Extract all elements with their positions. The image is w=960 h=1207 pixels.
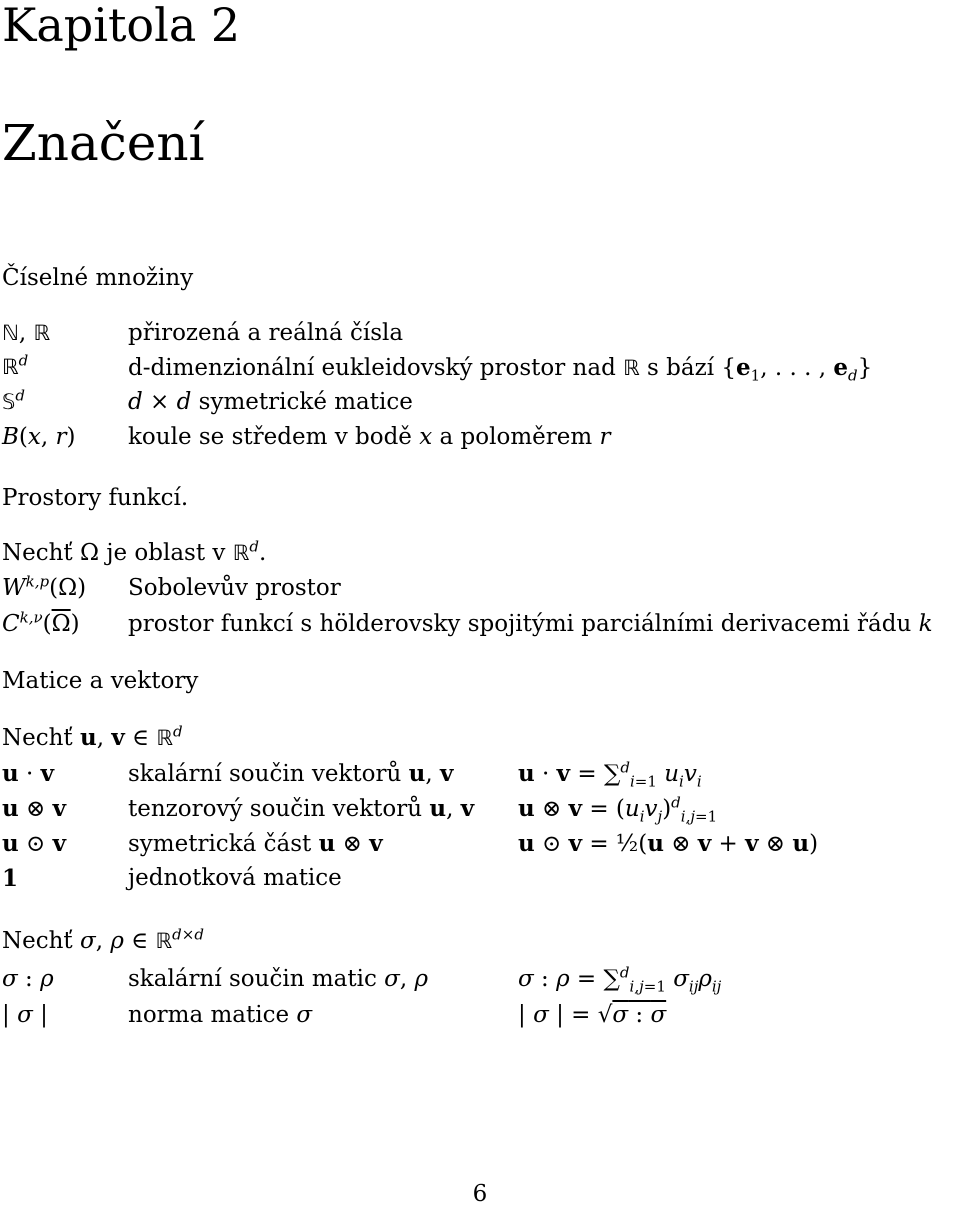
section-heading-function-spaces: Prostory funkcí. — [2, 485, 189, 511]
description: norma matice σ — [128, 1002, 313, 1028]
formula: u ⊙ v = ½(u ⊗ v + v ⊗ u) — [518, 830, 819, 857]
symbol: | σ | — [2, 1002, 48, 1028]
symbol: σ : ρ — [2, 966, 54, 992]
description: tenzorový součin vektorů u, v — [128, 795, 475, 822]
description: d × d symetrické matice — [128, 389, 413, 415]
symbol: W$^{k,p}$(Ω) — [2, 572, 87, 601]
symbol: $C^{k,\nu}(\overline{\Omega})$ — [2, 608, 80, 637]
section-heading-matrices-vectors: Matice a vektory — [2, 668, 199, 694]
symbol: 1 — [2, 865, 19, 892]
symbol: u ⊙ v — [2, 830, 67, 857]
symbol: ℝ$^d$ — [2, 351, 29, 379]
symbol: B(x, r) — [2, 424, 76, 450]
chapter-label: Kapitola 2 — [2, 0, 241, 52]
page-number: 6 — [472, 1181, 488, 1207]
formula: | σ | = √σ : σ — [518, 1002, 667, 1028]
description: skalární součin matic σ, ρ — [128, 966, 428, 992]
symbol: ℕ, ℝ — [2, 320, 51, 346]
description: Sobolevův prostor — [128, 575, 341, 601]
intro-text: Nechť u, v ∈ ℝ$^d$ — [2, 722, 183, 751]
description: symetrická část u ⊗ v — [128, 830, 383, 857]
description: skalární součin vektorů u, v — [128, 760, 454, 787]
description: d-dimenzionální eukleidovský prostor nad ℝ s bází {$e_1$, . . . , $e_d$} — [128, 354, 873, 385]
symbol: u ⊗ v — [2, 795, 67, 822]
description: prostor funkcí s hölderovsky spojitými parciálními derivacemi řádu k — [128, 611, 933, 637]
intro-text: Nechť Ω je oblast v ℝ$^d$. — [2, 537, 267, 566]
symbol: u · v — [2, 760, 55, 787]
description: koule se středem v bodě x a poloměrem r — [128, 424, 611, 450]
intro-text: Nechť σ, ρ ∈ ℝ$^{d\times d}$ — [2, 925, 204, 954]
formula: u ⊗ $v = (u_iv_j)^d_{i,j=1}$ — [518, 793, 718, 826]
formula: σ : ρ = ∑$^d_{i,j=1}$ $\sigma_{ij}\rho_{ij}$ — [518, 963, 722, 996]
description: jednotková matice — [128, 865, 342, 891]
symbol: 𝕊$^d$ — [2, 386, 25, 414]
formula: u · v = ∑$^d_{i=1}$ $u_iv_i$ — [518, 758, 702, 791]
section-heading-number-sets: Číselné množiny — [2, 265, 194, 291]
chapter-title: Značení — [2, 114, 205, 172]
description: přirozená a reálná čísla — [128, 320, 404, 346]
